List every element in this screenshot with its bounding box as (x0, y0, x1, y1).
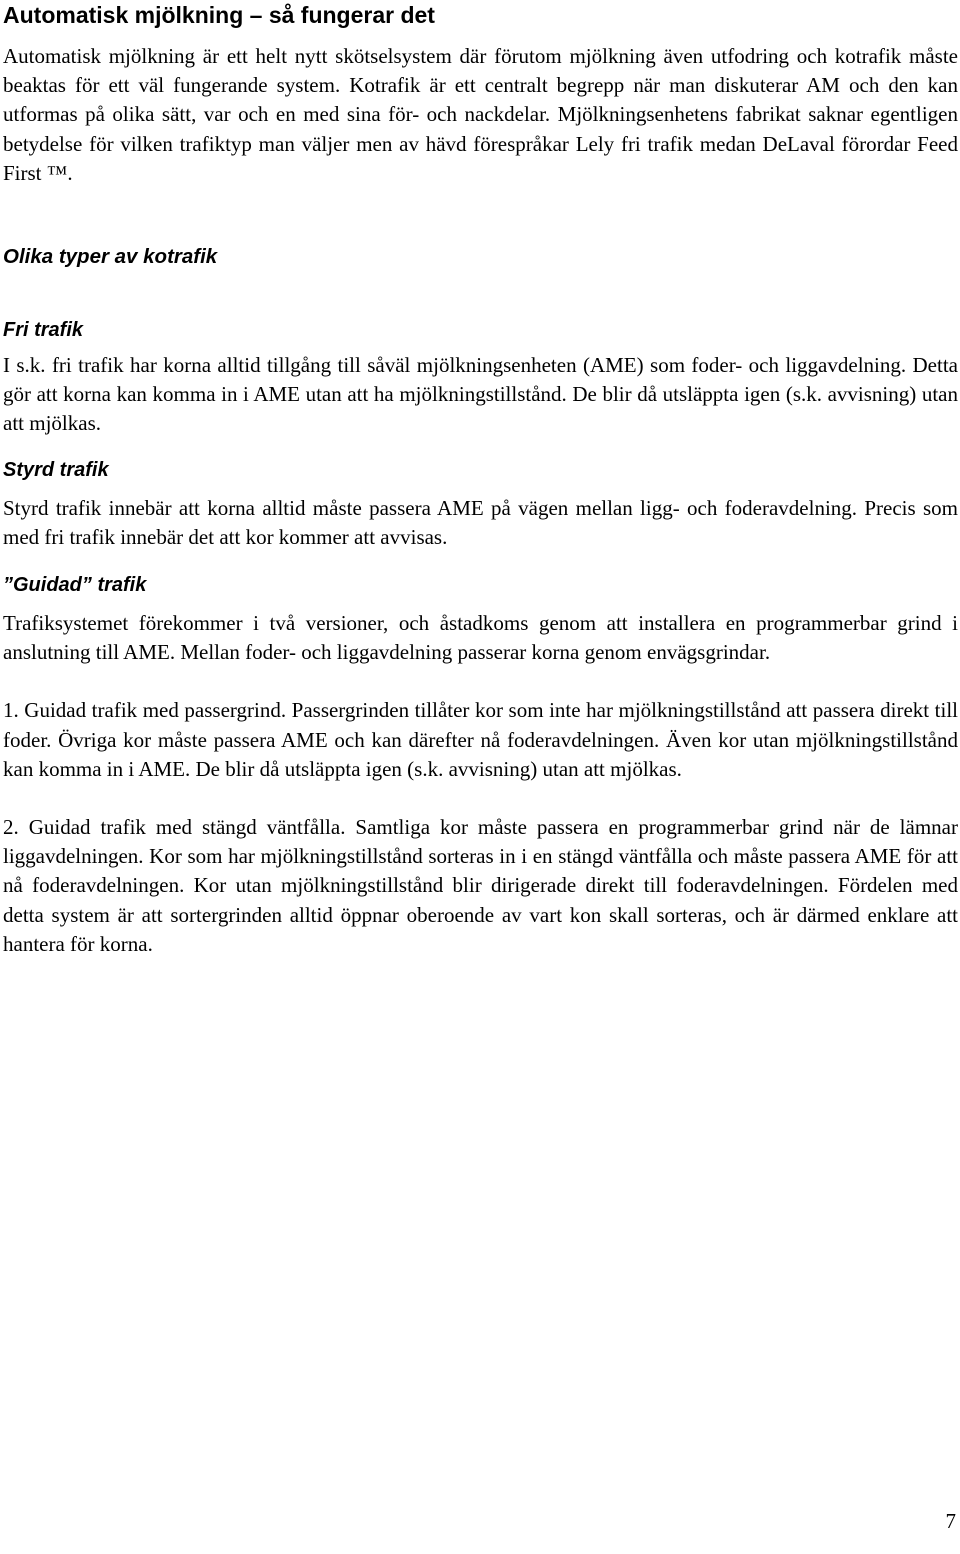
guidad-trafik-item-2: 2. Guidad trafik med stängd väntfålla. Samtliga kor måste passera en programmerbar grind när de lämnar liggavdelningen. Kor som har mjölkningstillstånd sorteras in i en stängd väntfålla och måste passera AME för att nå foderavdelningen. Kor utan mjölkningstillstånd blir dirigerade direkt till foderavdelningen. Fördelen med detta system är att sortergrinden alltid öppnar oberoende av vart kon skall sorteras, och är därmed enklare att hantera för korna. (3, 815, 958, 956)
page-number: 7 (945, 1509, 956, 1533)
guidad-trafik-item-1: 1. Guidad trafik med passergrind. Passergrinden tillåter kor som inte har mjölkningstillstånd att passera direkt till foder. Övriga kor måste passera AME och kan därefter nå foderavdelningen. Även kor utan mjölkningstillstånd kan komma in i AME. De blir då utsläppta igen (s.k. avvisning) utan att mjölkas. (3, 698, 958, 781)
section-heading: Olika typer av kotrafik (3, 245, 218, 269)
fri-trafik-paragraph: I s.k. fri trafik har korna alltid tillgång till såväl mjölkningsenheten (AME) som foder- och liggavdelning. Detta gör att korna kan komma in i AME utan att ha mjölkningstillstånd. De blir då utsläppta igen (s.k. avvisning) utan att mjölkas. (3, 353, 958, 436)
styrd-trafik-paragraph: Styrd trafik innebär att korna alltid måste passera AME på vägen mellan ligg- och foderavdelning. Precis som med fri trafik innebär det att kor kommer att avvisas. (3, 495, 958, 549)
guidad-trafik-paragraph: Trafiksystemet förekommer i två versioner, och åstadkoms genom att installera en programmerbar grind i anslutning till AME. Mellan foder- och liggavdelning passerar korna genom envägsgrindar. (3, 611, 958, 665)
intro-paragraph: Automatisk mjölkning är ett helt nytt skötselsystem där förutom mjölkning även utfodring och kotrafik måste beaktas för ett väl fungerande system. Kotrafik är ett centralt begrepp när man diskuterar AM och den kan utformas på olika sätt, var och en med sina för- och nackdelar. Mjölkningsenhetens fabrikat saknar egentligen betydelse för vilken trafiktyp man väljer men av hävd förespråkar Lely fri trafik medan DeLaval förordar Feed First ™. (3, 44, 958, 185)
page-title: Automatisk mjölkning – så fungerar det (3, 2, 435, 28)
fri-trafik-heading: Fri trafik (3, 319, 84, 342)
styrd-trafik-heading: Styrd trafik (3, 458, 109, 481)
guidad-trafik-heading: ”Guidad” trafik (3, 574, 147, 597)
document-page (3, 0, 958, 959)
